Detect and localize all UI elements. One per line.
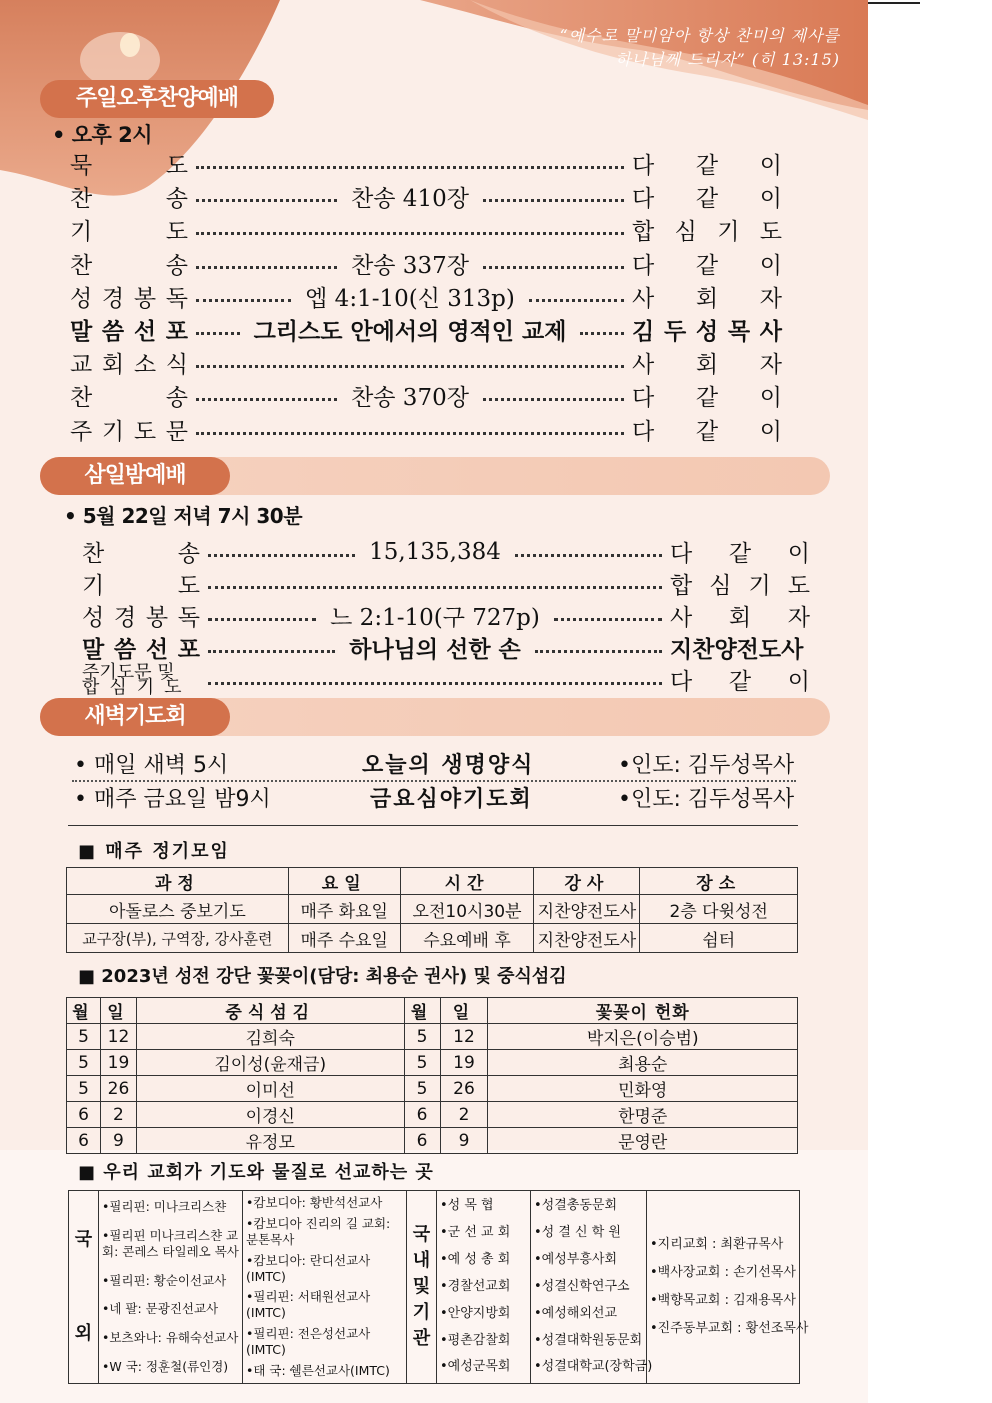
table-cell: 12 (100, 1024, 136, 1050)
sunday-pm-row-leader-char: 다 (632, 385, 655, 412)
table-cell: 5 (404, 1050, 440, 1076)
list-item: •진주동부교회 : 황선조목사 (650, 1321, 809, 1336)
table-row (67, 1076, 798, 1102)
table-row (67, 895, 798, 924)
list-item: •성결총동문회 (534, 1198, 618, 1214)
table-cell: 5 (67, 1050, 101, 1076)
flowers-header-flowers: 꽃꽂이 헌화 (488, 998, 798, 1024)
missions-foreign-label (69, 1191, 99, 1383)
flowers-header-month: 월 (67, 998, 101, 1024)
list-item: •평촌감찰회 (440, 1332, 511, 1348)
sunday-pm-row-leader-char: 같 (695, 418, 719, 445)
meetings-header-day: 요일 (288, 868, 400, 895)
table-row (67, 1128, 798, 1154)
table-cell: 지찬양전도사 (534, 924, 640, 953)
sunday-pm-row-leader (632, 313, 782, 346)
sunday-pm-row-label (70, 213, 188, 246)
table-row (67, 1050, 798, 1076)
wednesday-row-label (82, 567, 200, 600)
dotted-leader (515, 554, 662, 557)
dotted-leader (208, 650, 335, 653)
flowers-heading: ■ 2023년 성전 강단 꽃꽂이(담당: 최용순 권사) 및 중식섬김 (78, 966, 567, 987)
sunday-pm-row-leader-char: 합 (632, 219, 655, 246)
wednesday-row-label-char: 선 (145, 637, 169, 663)
sunday-pm-row-label-char: 교 (70, 352, 93, 379)
dotted-leader (196, 232, 624, 235)
wednesday-row-leader-char: 다 (670, 541, 693, 567)
dotted-leader (483, 266, 624, 269)
wednesday-row-label-char: 도 (177, 573, 200, 599)
wednesday-row-leader-char: 기 (748, 573, 771, 599)
wednesday-row-label-char: 찬 (82, 541, 105, 567)
wednesday-row-label (82, 631, 200, 664)
vertical-label-char: 외 (74, 1323, 93, 1344)
table-cell: 이경신 (136, 1102, 404, 1128)
table-cell: 26 (100, 1076, 136, 1102)
sunday-pm-row-label (70, 379, 188, 412)
missions-foreign-col1 (99, 1191, 243, 1383)
table-cell: 이미선 (136, 1076, 404, 1102)
dawn-name-1: 오늘의 생명양식 (362, 753, 535, 778)
table-cell: 김희숙 (136, 1024, 404, 1050)
section-title-wednesday: 삼일밤예배 (40, 457, 230, 495)
list-item: •필리핀: 황순이선교사 (102, 1272, 227, 1288)
wednesday-row-label-char: 기 (82, 573, 105, 599)
sunday-pm-row-label (70, 280, 188, 313)
sunday-pm-row-label-char: 회 (101, 352, 125, 379)
wednesday-row-content: 하나님의 선한 손 (349, 637, 521, 663)
list-item: •필리핀: 서태원선교사(IMTC) (246, 1289, 371, 1321)
list-item: •예성군목회 (440, 1359, 511, 1375)
wednesday-row-content: 15,135,384 (369, 538, 501, 565)
sunday-pm-time: • 오후 2시 (52, 123, 153, 147)
wednesday-row-label-char: 경 (113, 605, 137, 631)
meetings-header-teacher: 강사 (534, 868, 640, 895)
sunday-pm-row-leader-char: 사 (632, 285, 655, 312)
wednesday-row-label-char: 씀 (113, 637, 137, 663)
vertical-label-char: 관 (412, 1328, 431, 1349)
sunday-pm-row-label-char: 말 (70, 319, 93, 345)
sunday-pm-row-label-char: 송 (165, 186, 188, 213)
table-cell: 교구장(부), 구역장, 강사훈련 (67, 924, 289, 953)
sunday-pm-row (70, 147, 782, 180)
dotted-leader (196, 365, 624, 368)
sunday-pm-row-leader-char: 이 (759, 153, 782, 179)
sunday-pm-row-leader-char: 목 (727, 319, 751, 345)
table-row (67, 1102, 798, 1128)
sunday-pm-row-leader-char: 같 (695, 385, 719, 412)
sunday-pm-row (70, 247, 782, 280)
missions-churches (647, 1191, 809, 1383)
dotted-leader (483, 398, 624, 401)
table-cell: 12 (440, 1024, 488, 1050)
dotted-leader (554, 618, 662, 621)
table-cell: 26 (440, 1076, 488, 1102)
dawn-leader-2: •인도: 김두성목사 (618, 787, 795, 812)
meetings-heading: ■ 매주 정기모임 (78, 841, 230, 862)
table-cell: 2층 다윗성전 (640, 895, 798, 924)
table-cell: 6 (67, 1128, 101, 1154)
wednesday-row-content: 느 2:1-10(구 727p) (330, 605, 540, 631)
wednesday-row-leader-char: 이 (787, 541, 811, 567)
dotted-leader (196, 199, 337, 202)
flowers-header-lunch: 중식섬김 (136, 998, 404, 1024)
list-item: •네 팔: 문광진선교사 (102, 1301, 219, 1317)
wednesday-row-label (82, 661, 200, 698)
section-title-sunday-pm: 주일오후찬양예배 (40, 80, 274, 118)
table-cell: 최용순 (488, 1050, 798, 1076)
table-cell: 19 (440, 1050, 488, 1076)
sunday-pm-row-content: 찬송 410장 (351, 186, 469, 213)
wednesday-row-leader (670, 567, 810, 600)
sunday-pm-row-leader-char: 자 (759, 285, 782, 312)
sunday-pm-row-label-char: 송 (165, 252, 188, 279)
sunday-pm-row-content: 그리스도 안에서의 영적인 교제 (253, 319, 567, 345)
dotted-leader (196, 398, 337, 401)
dotted-leader (196, 266, 337, 269)
sunday-pm-row-label-char: 묵 (70, 153, 93, 179)
list-item: •예성해외선교 (534, 1305, 618, 1321)
wednesday-row-leader-char: 합 (670, 573, 693, 599)
list-item: •지리교회 : 최환규목사 (650, 1237, 784, 1252)
wednesday-row-leader-char: 자 (787, 605, 810, 631)
wednesday-row (82, 535, 810, 568)
dotted-leader (196, 432, 624, 435)
table-cell: 9 (100, 1128, 136, 1154)
table-cell: 매주 화요일 (288, 895, 400, 924)
sunday-pm-row-leader-char: 같 (695, 252, 719, 279)
dotted-leader (580, 332, 624, 335)
wednesday-row-leader (670, 599, 810, 632)
list-item: •필리핀 미나크리스챤 교회: 콘레스 타일레오 목사 (102, 1227, 239, 1259)
top-rule (862, 2, 920, 4)
wednesday-row-leader-char: 같 (728, 541, 752, 567)
list-item: •필리핀: 전은성선교사(IMTC) (246, 1325, 371, 1357)
missions-foreign-col2 (243, 1191, 407, 1383)
list-item: •필리핀: 미나크리스챤 (102, 1199, 227, 1215)
wednesday-row-label (82, 599, 200, 632)
wednesday-row (82, 663, 810, 696)
wednesday-row (82, 599, 810, 632)
wednesday-row-leader-char: 심 (709, 573, 732, 599)
dawn-leader-1: •인도: 김두성목사 (618, 753, 795, 778)
sunday-pm-row-leader (632, 379, 782, 412)
list-item: •안양지방회 (440, 1305, 511, 1321)
meetings-header-course: 과정 (67, 868, 289, 895)
sunday-pm-row-label (70, 313, 188, 346)
missions-domestic-col1 (437, 1191, 531, 1383)
dawn-name-2: 금요심야기도회 (370, 787, 533, 812)
sunday-pm-row-label-char: 소 (133, 352, 157, 379)
table-cell: 2 (440, 1102, 488, 1128)
sunday-pm-row-leader-char: 다 (632, 252, 655, 279)
list-item: •예성부흥사회 (534, 1252, 618, 1268)
sunday-pm-row-content: 찬송 370장 (351, 385, 469, 412)
divider-line (68, 825, 798, 826)
meetings-header-place: 장소 (640, 868, 798, 895)
list-item: •백사장교회 : 손기선목사 (650, 1265, 796, 1280)
sunday-pm-row-label-char: 송 (165, 385, 188, 412)
sunday-pm-row-leader-char: 이 (759, 385, 782, 412)
vertical-label-char: 국 (412, 1224, 431, 1245)
table-cell: 5 (67, 1076, 101, 1102)
sunday-pm-row-leader-char: 두 (663, 319, 687, 345)
dotted-leader (208, 554, 355, 557)
vertical-label-char: 내 (412, 1250, 431, 1271)
list-item: •성결대학원동문회 (534, 1332, 643, 1348)
dotted-leader (196, 299, 291, 302)
sunday-pm-row-leader (632, 346, 782, 379)
wednesday-row-leader-char: 다 (670, 669, 693, 695)
list-item: •백향목교회 : 김재용목사 (650, 1293, 796, 1308)
table-cell: 9 (440, 1128, 488, 1154)
missions-box (68, 1190, 809, 1384)
wednesday-row-label-char: 독 (177, 605, 200, 631)
wednesday-row-leader-char: 사 (670, 605, 693, 631)
wednesday-row-leader (670, 535, 810, 568)
table-cell: 아돌로스 중보기도 (67, 895, 289, 924)
sunday-pm-row (70, 313, 782, 346)
wednesday-row-leader: 지찬양전도사 (670, 637, 804, 663)
table-cell: 5 (67, 1024, 101, 1050)
sunday-pm-row-leader-char: 도 (759, 219, 782, 246)
list-item: •보츠와나: 유해숙선교사 (102, 1329, 239, 1345)
sunday-pm-row-label-char: 성 (70, 285, 93, 312)
sunday-pm-row-label-char: 포 (165, 319, 188, 345)
sunday-pm-row-label-char: 선 (133, 319, 157, 345)
sunday-pm-row-leader (632, 147, 782, 180)
list-item: •캄보디아: 황반석선교사 (246, 1195, 383, 1211)
sunday-pm-row-leader-char: 사 (759, 319, 782, 345)
bible-verse-line2: 하나님께 드리자” (히 13:15) (615, 50, 840, 69)
table-cell: 김이성(윤재금) (136, 1050, 404, 1076)
dawn-when-1: • 매일 새벽 5시 (74, 753, 229, 778)
sunday-pm-row-label-char: 문 (165, 418, 188, 445)
sunday-pm-row-leader-char: 회 (695, 352, 719, 379)
sunday-pm-row-label-char: 찬 (70, 385, 93, 412)
flowers-header-month-2: 월 (404, 998, 440, 1024)
sunday-pm-row (70, 379, 782, 412)
wednesday-row-label-char: 송 (177, 541, 200, 567)
wednesday-row-leader-char: 도 (787, 573, 810, 599)
dotted-leader (196, 332, 240, 335)
sunday-pm-row-label (70, 147, 188, 180)
sunday-pm-row-leader-char: 심 (674, 219, 697, 246)
dotted-leader (483, 199, 624, 202)
sunday-pm-row-leader (632, 280, 782, 313)
sunday-pm-row-label-char: 경 (101, 285, 125, 312)
sunday-pm-row-label-char: 기 (101, 418, 125, 445)
sunday-pm-row (70, 280, 782, 313)
dotted-leader (208, 682, 662, 685)
sunday-pm-row-label-char: 주 (70, 418, 93, 445)
sunday-pm-row-label-char: 도 (133, 418, 157, 445)
sunday-pm-row-label-char: 식 (165, 352, 188, 379)
dotted-leader (535, 650, 662, 653)
sunday-pm-row-leader-char: 이 (759, 418, 782, 445)
table-cell: 6 (67, 1102, 101, 1128)
wednesday-row (82, 567, 810, 600)
sunday-pm-row-leader (632, 413, 782, 446)
sunday-pm-row-content: 찬송 337장 (351, 252, 469, 279)
dotted-leader (208, 586, 662, 589)
meetings-table (66, 867, 798, 953)
sunday-pm-row-label-char: 독 (165, 285, 188, 312)
wednesday-row (82, 631, 810, 664)
flowers-header-day: 일 (100, 998, 136, 1024)
list-item: •캄보디아: 란디선교사(IMTC) (246, 1252, 371, 1284)
table-cell: 문영란 (488, 1128, 798, 1154)
list-item: •성 결 신 학 원 (534, 1225, 621, 1241)
wednesday-row-label-char: 성 (82, 605, 105, 631)
table-cell: 한명준 (488, 1102, 798, 1128)
sunday-pm-row (70, 346, 782, 379)
sunday-pm-row-leader (632, 213, 782, 246)
table-cell: 쉼터 (640, 924, 798, 953)
wednesday-row-leader (670, 663, 810, 696)
sunday-pm-row-leader-char: 사 (632, 352, 655, 379)
table-cell: 유정모 (136, 1128, 404, 1154)
list-item: •성 목 협 (440, 1198, 494, 1214)
sunday-pm-row (70, 413, 782, 446)
sunday-pm-row-leader-char: 이 (759, 252, 782, 279)
sunday-pm-row-label (70, 413, 188, 446)
wednesday-row-leader-char: 회 (728, 605, 752, 631)
sunday-pm-row-leader-char: 성 (695, 319, 719, 345)
table-row (67, 1024, 798, 1050)
sunday-pm-row-label (70, 180, 188, 213)
sunday-pm-row-label-char: 씀 (101, 319, 125, 345)
sunday-pm-row-label-char: 도 (165, 153, 188, 179)
vertical-label-char: 국 (74, 1229, 93, 1250)
wednesday-row-label (82, 535, 200, 568)
table-cell: 6 (404, 1102, 440, 1128)
table-row (67, 924, 798, 953)
sunday-pm-row-label-char: 도 (165, 219, 188, 246)
sunday-pm-row-leader-char: 다 (632, 418, 655, 445)
sunday-pm-row-content: 엡 4:1-10(신 313p) (305, 285, 515, 312)
bible-verse (505, 24, 840, 72)
section-title-dawn: 새벽기도회 (40, 698, 230, 736)
missions-domestic-label (407, 1191, 437, 1383)
table-cell: 민화영 (488, 1076, 798, 1102)
wednesday-row-label-line1: 주기도문 및 (82, 661, 175, 683)
missions-domestic-col2 (531, 1191, 653, 1383)
wednesday-row-leader-char: 같 (728, 669, 752, 695)
sunday-pm-row-leader-char: 다 (632, 186, 655, 213)
vertical-label-char: 기 (412, 1302, 431, 1323)
table-cell: 오전10시30분 (400, 895, 534, 924)
bible-verse-line1: “예수로 말미암아 항상 찬미의 제사를 (559, 26, 840, 45)
wednesday-time: • 5월 22일 저녁 7시 30분 (64, 504, 303, 528)
sunday-pm-row-leader-char: 자 (759, 352, 782, 379)
table-cell: 5 (404, 1024, 440, 1050)
wednesday-row-leader-char: 이 (787, 669, 810, 695)
flowers-table (66, 997, 798, 1154)
list-item: •캄보디아 진리의 길 교회: 분톤목사 (246, 1215, 391, 1247)
list-item: •W 국: 정훈철(류인경) (102, 1358, 229, 1374)
dotted-leader (196, 166, 624, 169)
sunday-pm-row (70, 180, 782, 213)
sunday-pm-row-label-char: 찬 (70, 252, 93, 279)
sunday-pm-row-label (70, 346, 188, 379)
wednesday-row-label-char: 포 (177, 637, 200, 663)
sunday-pm-row-leader (632, 180, 782, 213)
flowers-header-day-2: 일 (440, 998, 488, 1024)
table-cell: 2 (100, 1102, 136, 1128)
sunday-pm-row-leader-char: 같 (695, 186, 719, 213)
sunday-pm-row-leader-char: 이 (759, 186, 782, 213)
table-cell: 매주 수요일 (288, 924, 400, 953)
sunday-pm-row-label-char: 찬 (70, 186, 93, 213)
sunday-pm-row-leader-char: 김 (632, 319, 655, 345)
meetings-header-time: 시간 (400, 868, 534, 895)
wednesday-row-label-char: 말 (82, 637, 105, 663)
vertical-label-char: 및 (412, 1276, 431, 1297)
table-cell: 수요예배 후 (400, 924, 534, 953)
missions-heading: ■ 우리 교회가 기도와 물질로 선교하는 곳 (78, 1162, 434, 1183)
list-item: •성결대학교(장학금) (534, 1359, 653, 1375)
wednesday-row-label-line2: 합심기도 (82, 676, 192, 698)
table-cell: 5 (404, 1076, 440, 1102)
sunday-pm-row-leader-char: 회 (695, 285, 719, 312)
sunday-pm-row-label-char: 봉 (133, 285, 157, 312)
sunday-pm-row-leader (632, 247, 782, 280)
sunday-pm-row-leader-char: 기 (717, 219, 740, 246)
sunday-pm-row-leader-char: 다 (632, 153, 655, 179)
list-item: •태 국: 쉘른선교사(IMTC) (246, 1362, 390, 1378)
list-item: •성결신학연구소 (534, 1278, 630, 1294)
dotted-leader (529, 299, 624, 302)
dawn-when-2: • 매주 금요일 밤9시 (74, 787, 271, 812)
sunday-pm-row-label-char: 기 (70, 219, 93, 246)
list-item: •예 성 총 회 (440, 1252, 511, 1268)
wednesday-row-label-char: 봉 (145, 605, 169, 631)
table-cell: 지찬양전도사 (534, 895, 640, 924)
list-item: •군 선 교 회 (440, 1225, 511, 1241)
sunday-pm-row-label (70, 247, 188, 280)
dotted-leader (208, 618, 316, 621)
sunday-pm-row-leader-char: 같 (695, 153, 719, 179)
table-cell: 박지은(이승범) (488, 1024, 798, 1050)
sunday-pm-row (70, 213, 782, 246)
table-cell: 19 (100, 1050, 136, 1076)
list-item: •경찰선교회 (440, 1278, 511, 1294)
table-cell: 6 (404, 1128, 440, 1154)
